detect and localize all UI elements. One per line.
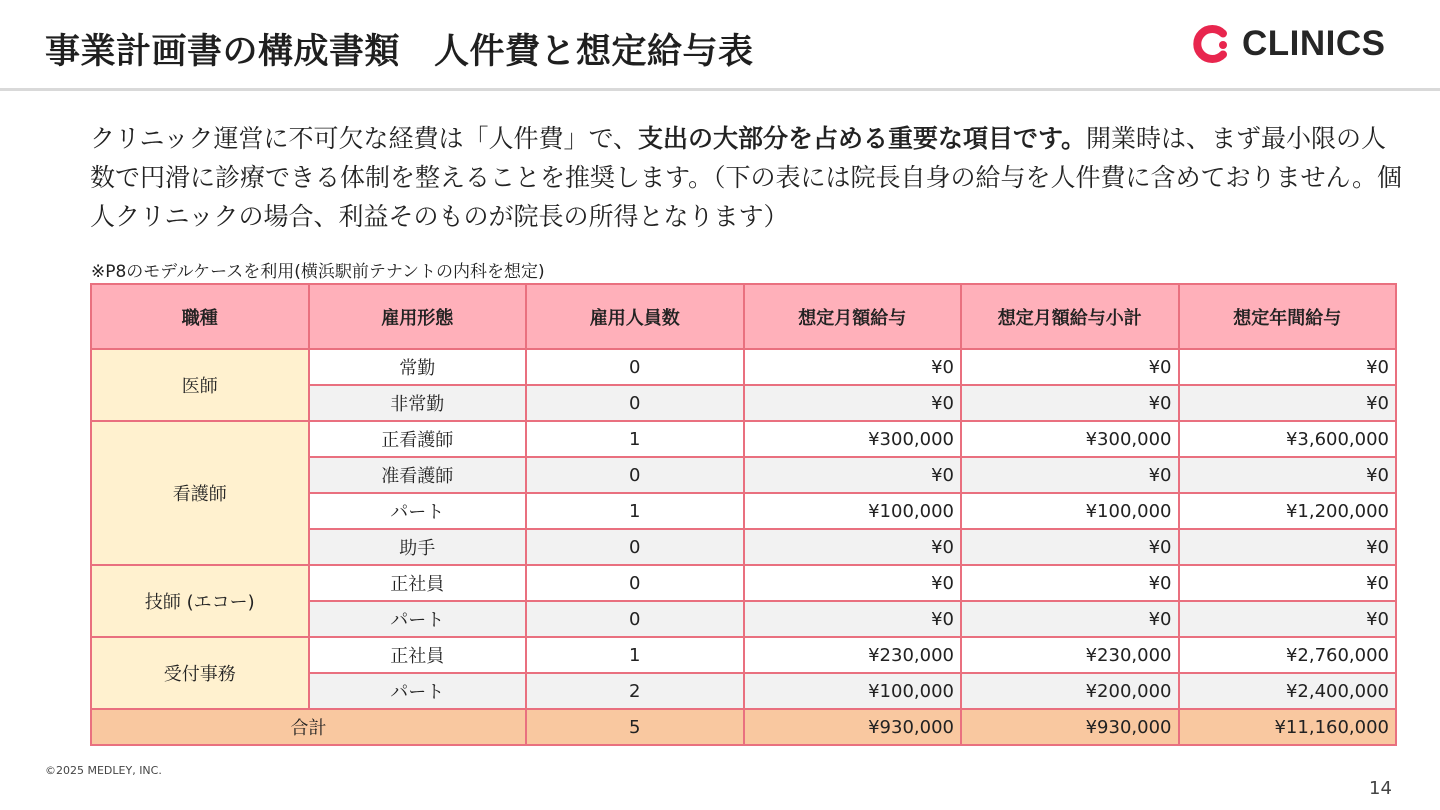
logo-text: CLINICS [1242,24,1386,63]
employment-type-cell: 非常勤 [309,385,527,421]
employment-type-cell: 正看護師 [309,421,527,457]
header-monthly-subtotal: 想定月額給与小計 [961,284,1179,349]
intro-emphasis: 支出の大部分を占める重要な項目です。 [638,124,1087,153]
category-cell: 技師 (エコー) [91,565,309,637]
annual-salary-cell: ¥2,400,000 [1179,673,1397,709]
annual-salary-cell: ¥0 [1179,565,1397,601]
annual-salary-cell: ¥0 [1179,349,1397,385]
monthly-subtotal-cell: ¥0 [961,349,1179,385]
table-row [91,637,1396,673]
monthly-subtotal-cell: ¥0 [961,601,1179,637]
annual-salary-cell: ¥0 [1179,601,1397,637]
table-header-row [91,284,1396,349]
category-cell: 看護師 [91,421,309,565]
headcount-cell: 0 [526,349,744,385]
table-total-row [91,709,1396,745]
table-row [91,421,1396,457]
employment-type-cell: 助手 [309,529,527,565]
employment-type-cell: パート [309,601,527,637]
total-label: 合計 [91,709,526,745]
total-annual-salary: ¥11,160,000 [1179,709,1397,745]
annual-salary-cell: ¥0 [1179,529,1397,565]
employment-type-cell: パート [309,673,527,709]
monthly-subtotal-cell: ¥100,000 [961,493,1179,529]
annual-salary-cell: ¥0 [1179,385,1397,421]
clinics-logo [1192,24,1386,64]
employment-type-cell: パート [309,493,527,529]
monthly-subtotal-cell: ¥0 [961,385,1179,421]
headcount-cell: 1 [526,637,744,673]
total-headcount: 5 [526,709,744,745]
category-cell: 医師 [91,349,309,421]
headcount-cell: 0 [526,529,744,565]
headcount-cell: 2 [526,673,744,709]
monthly-subtotal-cell: ¥230,000 [961,637,1179,673]
headcount-cell: 0 [526,385,744,421]
monthly-subtotal-cell: ¥0 [961,457,1179,493]
monthly-salary-cell: ¥0 [744,349,962,385]
headcount-cell: 0 [526,565,744,601]
employment-type-cell: 正社員 [309,637,527,673]
monthly-subtotal-cell: ¥300,000 [961,421,1179,457]
category-cell: 受付事務 [91,637,309,709]
total-monthly-salary: ¥930,000 [744,709,962,745]
monthly-subtotal-cell: ¥0 [961,529,1179,565]
table-row [91,349,1396,385]
monthly-salary-cell: ¥0 [744,565,962,601]
header-divider [0,88,1440,91]
employment-type-cell: 准看護師 [309,457,527,493]
monthly-salary-cell: ¥0 [744,385,962,421]
model-case-note: ※P8のモデルケースを利用(横浜駅前テナントの内科を想定) [91,262,545,282]
monthly-subtotal-cell: ¥200,000 [961,673,1179,709]
employment-type-cell: 正社員 [309,565,527,601]
intro-text-2: 開業時は、まず最小限の人数で円滑に診療できる体制を整えることを推奨します。（下の表には院長自身の給与を人件費に含めておりません。個人クリニックの場合、利益そのものが院長の所得となります） [90,124,1403,231]
headcount-cell: 1 [526,421,744,457]
headcount-cell: 1 [526,493,744,529]
annual-salary-cell: ¥2,760,000 [1179,637,1397,673]
total-monthly-subtotal: ¥930,000 [961,709,1179,745]
clinics-c-mark-icon [1192,24,1232,64]
header-employment-type: 雇用形態 [309,284,527,349]
monthly-salary-cell: ¥230,000 [744,637,962,673]
intro-text-1: クリニック運営に不可欠な経費は「人件費」で、 [90,124,639,153]
staff-cost-table [90,283,1397,746]
monthly-salary-cell: ¥0 [744,529,962,565]
monthly-subtotal-cell: ¥0 [961,565,1179,601]
header-monthly-salary: 想定月額給与 [744,284,962,349]
employment-type-cell: 常勤 [309,349,527,385]
monthly-salary-cell: ¥100,000 [744,673,962,709]
monthly-salary-cell: ¥100,000 [744,493,962,529]
page-number: 14 [1369,778,1392,799]
title-sub: 人件費と想定給与表 [434,32,754,72]
page-title [45,24,754,74]
header-job-type: 職種 [91,284,309,349]
title-main: 事業計画書の構成書類 [45,32,401,72]
table-row [91,565,1396,601]
monthly-salary-cell: ¥0 [744,457,962,493]
annual-salary-cell: ¥3,600,000 [1179,421,1397,457]
annual-salary-cell: ¥1,200,000 [1179,493,1397,529]
header-annual-salary: 想定年間給与 [1179,284,1397,349]
headcount-cell: 0 [526,457,744,493]
monthly-salary-cell: ¥300,000 [744,421,962,457]
headcount-cell: 0 [526,601,744,637]
copyright: ©2025 MEDLEY, INC. [45,764,162,777]
monthly-salary-cell: ¥0 [744,601,962,637]
intro-paragraph [90,119,1405,236]
annual-salary-cell: ¥0 [1179,457,1397,493]
header-headcount: 雇用人員数 [526,284,744,349]
